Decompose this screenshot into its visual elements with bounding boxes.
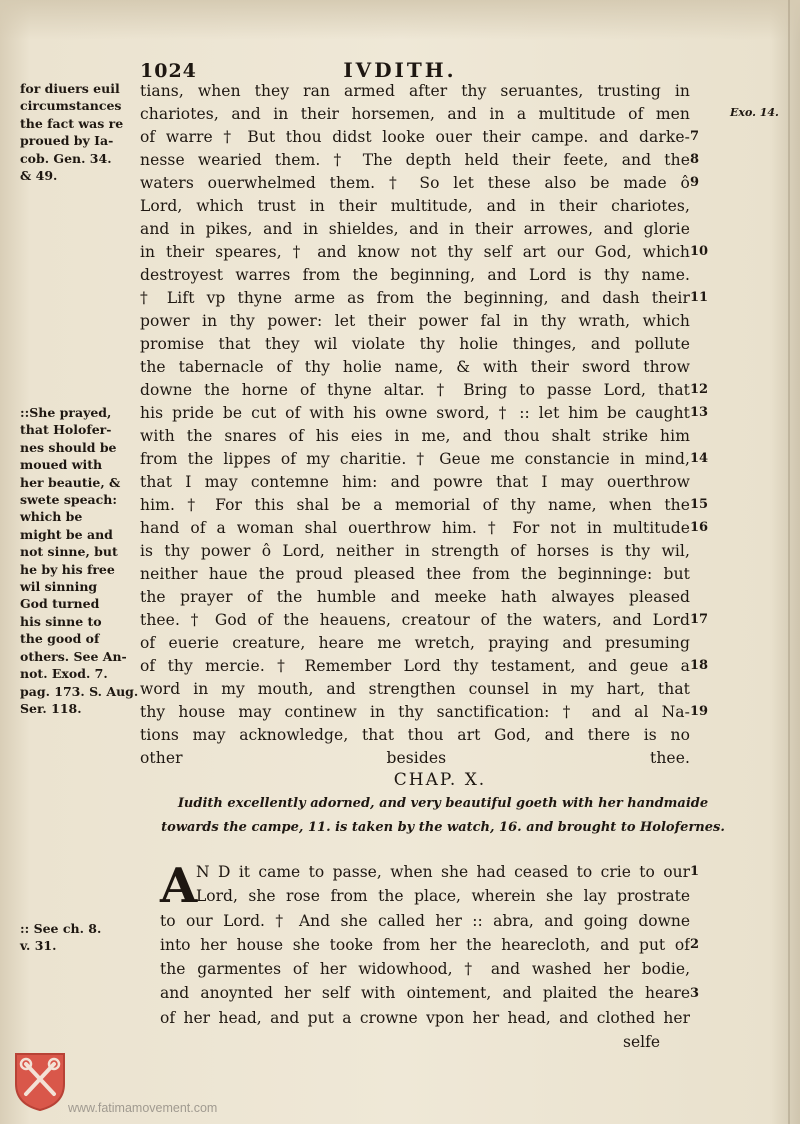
text-line: neither haue the proud pleased thee from the beginninge: but: [140, 565, 690, 583]
text-line: in their speares, † and know not thy self art our God, which: [140, 243, 690, 261]
text-line: is thy power ô Lord, neither in strength of horses is thy wil,: [140, 542, 690, 560]
text-line: tions may acknowledge, that thou art God, and there is no: [140, 726, 690, 744]
chapter-text-line: and anoynted her self with ointement, and plaited the heare: [160, 984, 690, 1003]
verse-number: 14: [690, 451, 709, 466]
text-line: chariotes, and in their horsemen, and in a multitude of men: [140, 105, 690, 123]
page-shadow: [0, 0, 800, 40]
verse-number: 18: [690, 658, 709, 673]
chapter-text-line: of her head, and put a crowne vpon her head, and clothed her: [160, 1008, 690, 1027]
text-line: thy house may continew in thy sanctification: † and al Na-: [140, 703, 690, 721]
margin-line: pag. 173. S. Aug.: [20, 683, 139, 699]
watermark-url: www.fatimamovement.com: [68, 1101, 218, 1115]
text-line: hand of a woman shal ouerthrow him. † For not in multitude: [140, 519, 690, 537]
margin-note-3: [20, 920, 146, 955]
text-line: the tabernacle of thy holie name, & with their sword throw: [140, 358, 690, 376]
margin-line: which be: [20, 509, 83, 525]
verse-number: 15: [690, 497, 709, 512]
text-line: him. † For this shal be a memorial of thy name, when the: [140, 496, 690, 514]
text-line: of warre † But thou didst looke ouer their campe. and darke-: [140, 128, 690, 146]
verse-number: 19: [690, 704, 709, 719]
chapter-heading: CHAP. X.: [393, 770, 487, 790]
margin-line: he by his free: [20, 561, 115, 577]
chapter-summary: [158, 792, 728, 840]
text-line: tians, when they ran armed after thy seruantes, trusting in: [140, 82, 690, 100]
text-line: other besides thee.: [140, 749, 690, 767]
text-line: of thy mercie. † Remember Lord thy testament, and geue a: [140, 657, 690, 675]
text-line: Lord, which trust in their multitude, and in their chariotes,: [140, 197, 690, 215]
verse-number: 2: [690, 936, 700, 952]
text-line: from the lippes of my charitie. † Geue me constancie in mind,: [140, 450, 690, 468]
text-line: word in my mouth, and strengthen counsel in my hart, that: [140, 680, 690, 698]
verse-number: 11: [690, 290, 709, 305]
page-number: 1024: [140, 60, 197, 82]
verse-number: 16: [690, 520, 709, 535]
margin-line: God turned: [20, 596, 100, 612]
text-line: downe the horne of thyne altar. † Bring to passe Lord, that: [140, 381, 690, 399]
text-line: promise that they wil violate thy holie thinges, and pollute: [140, 335, 690, 353]
body-text: [140, 80, 690, 770]
margin-line: & 49.: [20, 168, 58, 184]
chapter-text-line: N D it came to passe, when she had ceased to crie to our: [196, 863, 690, 881]
verse-number: 1: [690, 864, 700, 879]
chapter-text-line: the garmentes of her widowhood, † and washed her bodie,: [160, 960, 690, 979]
verse-number: 7: [690, 129, 700, 144]
text-line: thee. † God of the heauens, creatour of the waters, and Lord: [140, 611, 690, 629]
margin-line: not sinne, but: [20, 544, 118, 560]
margin-line: others. See An-: [20, 648, 127, 664]
margin-line: not. Exod. 7.: [20, 666, 108, 682]
cross-reference: Exo. 14.: [730, 106, 779, 119]
margin-line: :: See ch. 8.: [20, 921, 102, 936]
text-line: waters ouerwhelmed them. † So let these also be made ô: [140, 174, 690, 192]
verse-number: 12: [690, 382, 709, 397]
page-edge: [788, 0, 790, 1124]
margin-line: cob. Gen. 34.: [20, 150, 112, 166]
text-line: the prayer of the humble and meeke hath alwayes pleased: [140, 588, 690, 606]
text-line: power in thy power: let their power fal in thy wrath, which: [140, 312, 690, 330]
margin-line: wil sinning: [20, 579, 98, 595]
margin-line: might be and: [20, 526, 113, 542]
text-line: and in pikes, and in shieldes, and in their arrowes, and glorie: [140, 220, 690, 238]
margin-line: the good of: [20, 631, 100, 647]
text-line: his pride be cut of with his owne sword, † :: let him be caught: [140, 404, 690, 422]
margin-line: moued with: [20, 457, 103, 473]
margin-line: proued by Ia-: [20, 133, 114, 149]
verse-number: 9: [690, 175, 700, 190]
margin-line: circumstances: [20, 98, 122, 114]
margin-note-2: [20, 404, 146, 717]
drop-cap: A: [160, 858, 198, 914]
margin-line: v. 31.: [20, 938, 57, 954]
chapter-text-line: selfe: [623, 1033, 660, 1052]
margin-line: that Holofer-: [20, 422, 112, 438]
text-line: † Lift vp thyne arme as from the beginning, and dash their: [140, 289, 690, 307]
verse-number: 8: [690, 152, 700, 167]
text-line: that I may contemne him: and powre that I may ouerthrow: [140, 473, 690, 491]
chapter-text-line: to our Lord. † And she called her :: abra, and going downe: [160, 911, 690, 930]
verse-number: 13: [690, 405, 709, 420]
margin-note-1: [20, 80, 146, 184]
verse-number: 3: [690, 985, 700, 1001]
text-line: with the snares of his eies in me, and thou shalt strike him: [140, 427, 690, 445]
running-title: IVDITH.: [343, 58, 457, 82]
text-line: nesse wearied them. † The depth held their feete, and the: [140, 151, 690, 169]
margin-line: his sinne to: [20, 613, 102, 629]
verse-number: 10: [690, 244, 709, 259]
text-line: of euerie creature, heare me wretch, praying and presuming: [140, 634, 690, 652]
text-line: destroyest warres from the beginning, and Lord is thy name.: [140, 266, 690, 284]
margin-line: the fact was re: [20, 115, 124, 131]
margin-line: swete speach:: [20, 492, 117, 508]
margin-line: Ser. 118.: [20, 700, 82, 716]
summary-line: towards the campe, 11. is taken by the watch, 16. and brought to Holofernes.: [161, 820, 725, 835]
margin-line: nes should be: [20, 439, 117, 455]
margin-line: ::She prayed,: [20, 405, 112, 420]
chapter-text-line: Lord, she rose from the place, wherein she lay prostrate: [196, 887, 690, 906]
verse-number: 17: [690, 612, 709, 627]
chapter-text-line: into her house she tooke from her the hearecloth, and put of: [160, 935, 690, 954]
margin-line: for diuers euil: [20, 81, 120, 96]
papal-seal-logo: [12, 1050, 68, 1112]
summary-line: Iudith excellently adorned, and very beautiful goeth with her handmaide: [177, 796, 709, 811]
chapter-text: [160, 860, 690, 1054]
margin-line: her beautie, &: [20, 474, 121, 490]
